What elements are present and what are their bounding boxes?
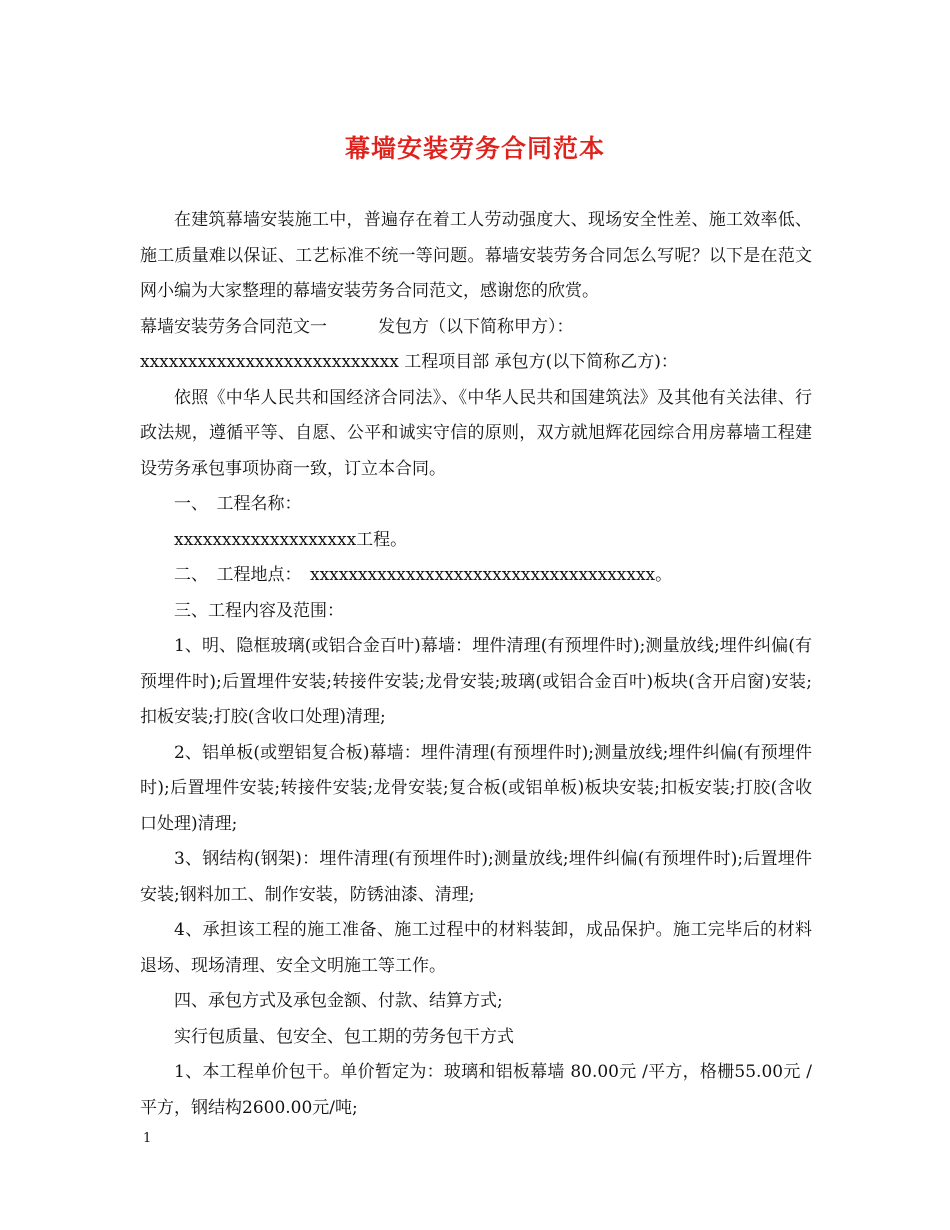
project-name-value: xxxxxxxxxxxxxxxxxxx工程。	[174, 529, 408, 550]
section-heading-scope: 三、工程内容及范围：	[174, 600, 344, 621]
document-body	[140, 203, 812, 1126]
scope-item-glass-curtain-wall: 1、明、隐框玻璃(或铝合金百叶)幕墙：埋件清理(有预埋件时);测量放线;埋件纠偏(有预埋件时);后置埋件安装;转接件安装;龙骨安装;玻璃(或铝合金百叶)板块(含开启窗)安装;扣板安装;打胶(含收口处理)清理;	[140, 636, 812, 727]
scope-item-aluminum-panel: 2、铝单板(或塑铝复合板)幕墙：埋件清理(有预埋件时);测量放线;埋件纠偏(有预埋件时);后置埋件安装;转接件安装;龙骨安装;复合板(或铝单板)板块安装;扣板安装;打胶(含收口处理)清理;	[140, 742, 812, 834]
contract-heading-line: 幕墙安装劳务合同范文一 发包方（以下简称甲方）：	[140, 316, 574, 337]
section-heading-project-location: 二、 工程地点： xxxxxxxxxxxxxxxxxxxxxxxxxxxxxxxxxxxx。	[174, 565, 673, 585]
scope-item-steel-structure: 3、钢结构(钢架)：埋件清理(有预埋件时);测量放线;埋件纠偏(有预埋件时);后置埋件安装;钢料加工、制作安装，防锈油漆、清理;	[140, 849, 812, 905]
unit-price-clause: 1、本工程单价包干。单价暂定为：玻璃和铝板幕墙 80.00元 /平方，格栅55.00元 /平方，钢结构2600.00元/吨;	[140, 1062, 812, 1118]
intro-paragraph: 在建筑幕墙安装施工中，普遍存在着工人劳动强度大、现场安全性差、施工效率低、施工质量难以保证、工艺标准不统一等问题。幕墙安装劳务合同怎么写呢？以下是在范文网小编为大家整理的幕墙安装劳务合同范文，感谢您的欣赏。	[140, 210, 812, 301]
legal-basis-paragraph: 依照《中华人民共和国经济合同法》、《中华人民共和国建筑法》及其他有关法律、行政法规，遵循平等、自愿、公平和诚实守信的原则，双方就旭辉花园综合用房幕墙工程建设劳务承包事项协商一致，订立本合同。	[140, 387, 812, 479]
section-heading-payment: 四、承包方式及承包金额、付款、结算方式;	[174, 991, 503, 1011]
document-title: 幕墙安装劳务合同范本	[344, 134, 605, 163]
contracting-method: 实行包质量、包安全、包工期的劳务包干方式	[174, 1026, 514, 1047]
scope-item-preparation: 4、承担该工程的施工准备、施工过程中的材料装卸，成品保护。施工完毕后的材料退场、现场清理、安全文明施工等工作。	[140, 920, 812, 976]
page-number: 1	[143, 1131, 152, 1146]
parties-line: xxxxxxxxxxxxxxxxxxxxxxxxxxx 工程项目部 承包方(以下简称乙方)：	[140, 352, 678, 372]
section-heading-project-name: 一、 工程名称：	[174, 494, 302, 514]
